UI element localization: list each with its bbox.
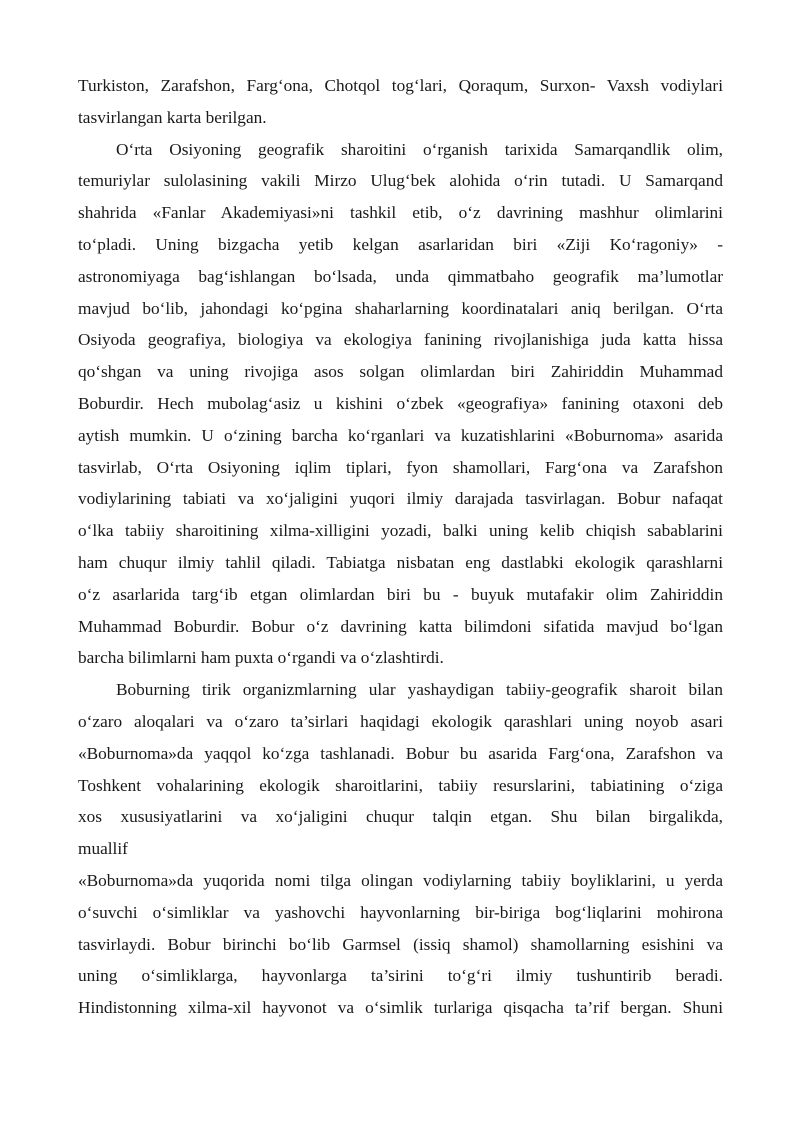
text-line: barcha bilimlarni ham puxta o‘rgandi va o‘zlashtirdi. [78, 648, 444, 668]
text-line: «Boburnoma»da yuqorida nomi tilga olingan vodiylarning tabiiy boyliklarini, u yerda [78, 870, 723, 890]
text-line: O‘rta Osiyoning geografik sharoitini o‘rganish tarixida Samarqandlik olim, [116, 139, 723, 159]
text-line: Osiyoda geografiya, biologiya va ekologiya fanining rivojlanishiga juda katta hissa [78, 330, 723, 350]
text-line: uning o‘simliklarga, hayvonlarga ta’sirini to‘g‘ri ilmiy tushuntirib beradi. [78, 966, 723, 986]
text-line: o‘zaro aloqalari va o‘zaro ta’sirlari haqidagi ekologik qarashlari uning noyob asari [78, 711, 723, 731]
text-line: Toshkent vohalarining ekologik sharoitlarini, tabiiy resurslarini, tabiatining o‘ziga [78, 775, 723, 795]
text-line: o‘z asarlarida targ‘ib etgan olimlardan biri bu - buyuk mutafakir olim Zahiriddin [78, 584, 723, 604]
text-line: Boburdir. Hech mubolag‘asiz u kishini o‘zbek «geografiya» fanining otaxoni deb [78, 393, 723, 413]
text-line: Muhammad Boburdir. Bobur o‘z davrining katta bilimdoni sifatida mavjud bo‘lgan [78, 616, 723, 636]
text-line: Turkiston, Zarafshon, Farg‘ona, Chotqol tog‘lari, Qoraqum, Surxon- Vaxsh vodiylari [78, 76, 723, 95]
document-page [78, 70, 723, 1024]
text-line: ham chuqur ilmiy tahlil qiladi. Tabiatga nisbatan eng dastlabki ekologik qarashlarni [78, 552, 723, 572]
paragraph-4 [78, 865, 723, 1024]
text-line: muallif [78, 839, 128, 859]
text-line: aytish mumkin. U o‘zining barcha ko‘rganlari va kuzatishlarini «Boburnoma» asarida [78, 425, 723, 445]
text-line: o‘suvchi o‘simliklar va yashovchi hayvonlarning bir-biriga bog‘liqlarini mohirona [78, 902, 723, 922]
text-line: shahrida «Fanlar Akademiyasi»ni tashkil etib, o‘z davrining mashhur olimlarini [78, 203, 723, 223]
text-line: mavjud bo‘lib, jahondagi ko‘pgina shaharlarning koordinatalari aniq berilgan. O‘rta [78, 298, 723, 318]
text-line: Boburning tirik organizmlarning ular yashaydigan tabiiy-geografik sharoit bilan [116, 680, 723, 700]
paragraph-3 [78, 674, 723, 865]
paragraph-1 [78, 70, 723, 134]
text-line: xos xususiyatlarini va xo‘jaligini chuqur talqin etgan. Shu bilan birgalikda, [78, 807, 723, 827]
text-line: «Boburnoma»da yaqqol ko‘zga tashlanadi. Bobur bu asarida Farg‘ona, Zarafshon va [78, 743, 723, 763]
text-line: tasvirlangan karta berilgan. [78, 107, 267, 127]
paragraph-2 [78, 134, 723, 675]
text-line: Hindistonning xilma-xil hayvonot va o‘simlik turlariga qisqacha ta’rif bergan. Shuni [78, 998, 723, 1018]
text-line: qo‘shgan va uning rivojiga asos solgan olimlardan biri Zahiriddin Muhammad [78, 362, 723, 382]
text-line: o‘lka tabiiy sharoitining xilma-xilligini yozadi, balki uning kelib chiqish sabablarini [78, 521, 723, 541]
text-line: tasvirlab, O‘rta Osiyoning iqlim tiplari, fyon shamollari, Farg‘ona va Zarafshon [78, 457, 723, 477]
text-line: vodiylarining tabiati va xo‘jaligini yuqori ilmiy darajada tasvirlagan. Bobur nafaqat [78, 489, 723, 509]
text-line: to‘pladi. Uning bizgacha yetib kelgan asarlaridan biri «Ziji Ko‘ragoniy» - [78, 234, 723, 254]
text-line: temuriylar sulolasining vakili Mirzo Ulug‘bek alohida o‘rin tutadi. U Samarqand [78, 171, 723, 191]
text-line: astronomiyaga bag‘ishlangan bo‘lsada, unda qimmatbaho geografik ma’lumotlar [78, 266, 723, 286]
text-line: tasvirlaydi. Bobur birinchi bo‘lib Garmsel (issiq shamol) shamollarning esishini va [78, 934, 723, 954]
